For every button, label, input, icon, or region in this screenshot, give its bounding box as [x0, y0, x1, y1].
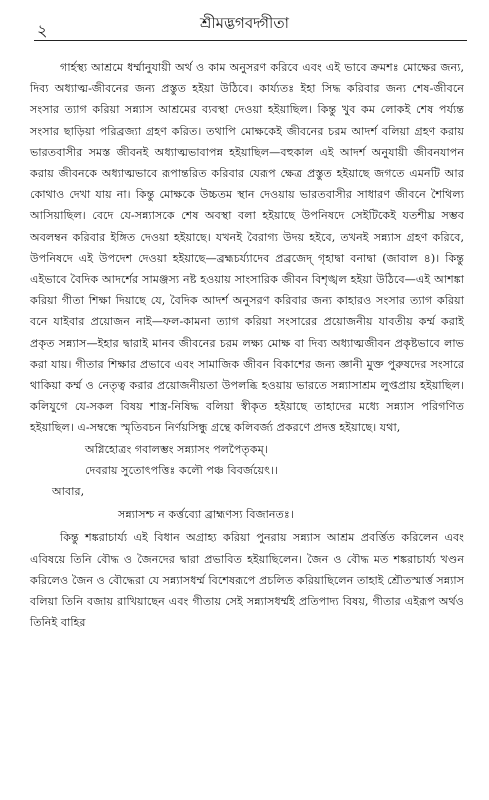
- page-number: ২: [37, 21, 48, 40]
- header-rule: [34, 40, 467, 41]
- paragraph: গার্হস্থ্য আশ্রমে ধর্ম্মানুযায়ী অর্থ ও কাম অনুসরণ করিবে এবং এই ভাবে ক্রমশঃ মোক্ষের জন্য, দিব্য অধ্যাত্ম-জীবনের জন্য প্রস্তুত হইয়া উঠিবে। কার্য্যতঃ ইহা সিদ্ধ করিবার জন্য শেষ-জীবনে সংসার ত্যাগ করিয়া সন্ন্যাস আশ্রমের ব্যবস্থা দেওয়া হইয়াছিল। কিন্তু খুব কম লোকই শেষ পর্য্যন্ত সংসার ছাড়িয়া পরিব্রজ্যা গ্রহণ করিত। তথাপি মোক্ষকেই জীবনের চরম আদর্শ বলিয়া গ্রহণ করায় ভারতবাসীর সমস্ত জীবনই অধ্যাত্মভাবাপন্ন হইয়াছিল—বহুকাল এই আদর্শ অনুযায়ী জীবনযাপন করায় জীবনকে অধ্যাত্মভাবে রূপান্তরিত করিবার যেরূপ ক্ষেত্র প্রস্তুত হইয়াছে জগতে এমনটি আর কোথাও দেখা যায় না। কিন্তু মোক্ষকে উচ্চতম স্থান দেওয়ায় ভারতবাসীর সাধারণ জীবনে শৈথিল্য আসিয়াছিল। বেদে যে-সন্ন্যাসকে শেষ অবস্থা বলা হইয়াছে উপনিষদে সেইটিকেই যতশীঘ্র সম্ভব অবলম্বন করিবার ইঙ্গিত দেওয়া হইয়াছে। যখনই বৈরাগ্য উদয় হইবে, তখনই সন্ন্যাস গ্রহণ করিবে, উপনিষদে এই উপদেশ দেওয়া হইয়াছে—ব্রহ্মচর্য্যাদেব প্রব্রজেদ্ গৃহাদ্বা বনাদ্বা (জাবাল ৪)। কিন্তু এইভাবে বৈদিক আদর্শের সামঞ্জস্য নষ্ট হওয়ায় সাংসারিক জীবন বিশৃঙ্খল হইয়া উঠিবে—এই আশঙ্কা করিয়া গীতা শিক্ষা দিয়াছে যে, বৈদিক আদর্শ অনুসরণ করিবার জন্য কাহারও সংসার ত্যাগ করিয়া বনে যাইবার প্রয়োজন নাই—ফল-কামনা ত্যাগ করিয়া সংসারের প্রয়োজনীয় যাবতীয় কর্ম্ম করাই প্রকৃত সন্ন্যাস—ইহার দ্বারাই মানব জীবনের চরম লক্ষ্য মোক্ষ বা দিব্য অধ্যাত্মজীবন প্রকৃষ্টভাবে লাভ করা যায়। গীতার শিক্ষার প্রভাবে এবং সামাজিক জীবন বিকাশের জন্য জ্ঞানী মুক্ত পুরুষদের সংসারে থাকিয়া কর্ম্ম ও নেতৃত্ব করার প্রয়োজনীয়তা উপলব্ধি হওয়ায় ভারতে সন্ন্যাসাশ্রম লুপ্তপ্রায় হইয়াছিল। কলিযুগে যে-সকল বিষয় শাস্ত্র-নিষিদ্ধ বলিয়া স্বীকৃত হইয়াছে তাহাদের মধ্যে সন্ন্যাস পরিগণিত হইয়াছিল। এ-সম্বন্ধে স্মৃতিবচন নির্ণয়সিন্ধু গ্রন্থে কলিবর্জ্য প্রকরণে প্রদত্ত হইয়াছে। যথা,: [30, 61, 464, 435]
- paragraph: কিন্তু শঙ্করাচার্য্য এই বিধান অগ্রাহ্য করিয়া পুনরায় সন্ন্যাস আশ্রম প্রবর্ত্তিত করিলেন এবং এবিষয়ে তিনি বৌদ্ধ ও জৈনদের দ্বারা প্রভাবিত হইয়াছিলেন। জৈন ও বৌদ্ধ মত শঙ্করাচার্য্য খণ্ডন করিলেও জৈন ও বৌদ্ধেরা যে সন্ন্যাসধর্ম্ম বিশেষরূপে প্রচলিত করিয়াছিলেন তাহাই শ্রৌতস্মার্ত্ত সন্ন্যাস বলিয়া তিনি বজায় রাখিয়াছেন এবং গীতায় সেই সন্ন্যাসধর্ম্মই প্রতিপাদ্য বিষয়, গীতার এইরূপ অর্থও তিনিই বাহির: [30, 531, 464, 630]
- connective-text: আবার,: [52, 485, 85, 499]
- verse-line: সন্ন্যাসশ্চ ন কর্ত্তব্যো ব্রাহ্মণস্য বিজানতঃ।: [118, 508, 294, 522]
- page-header: [0, 0, 489, 40]
- verse-line: দেবরায় সুতোৎপত্তিঃ কলৌ পঞ্চ বিবর্জয়েৎ।।: [85, 463, 279, 477]
- verse-line: অগ্নিহোত্রং গবালম্ভং সন্ন্যাসং পলপৈতৃকম্।: [85, 442, 268, 456]
- body-text: [30, 57, 464, 633]
- running-title: শ্রীমদ্ভগবদ্গীতা: [200, 14, 289, 32]
